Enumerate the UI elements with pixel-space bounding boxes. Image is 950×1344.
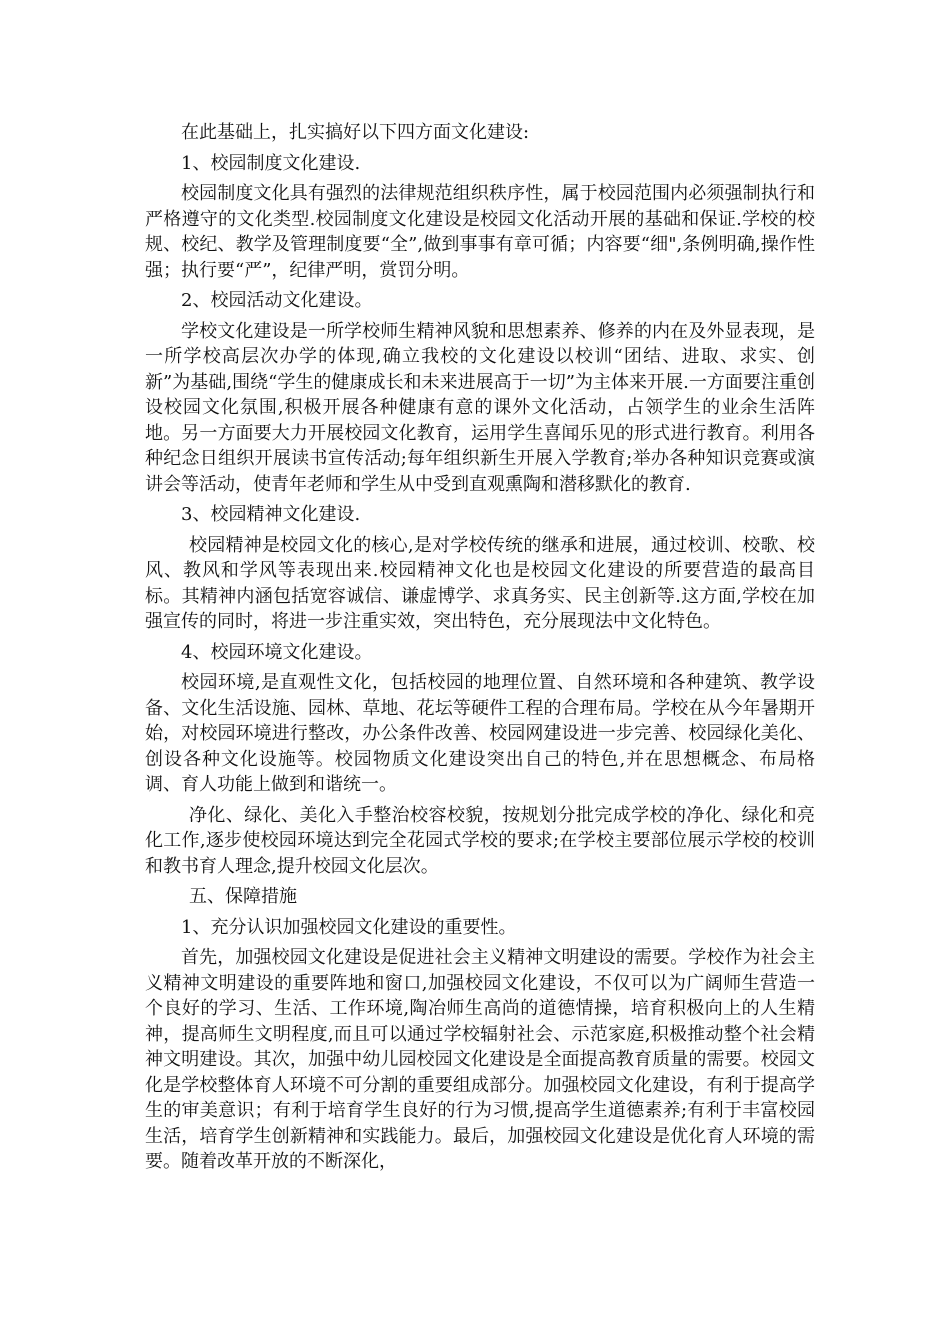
section-1-paragraph: 校园制度文化具有强烈的法律规范组织秩序性，属于校园范围内必须强制执行和严格遵守的文化类型.校园制度文化建设是校园文化活动开展的基础和保证.学校的校规、校纪、教学及管理制度要“全”,做到事事有章可循；内容要“细",条例明确,操作性强；执行要“严”，纪律严明，赏罚分明。 (145, 183, 815, 281)
section-4-paragraph-2: 净化、绿化、美化入手整治校容校貌，按规划分批完成学校的净化、绿化和亮化工作,逐步使校园环境达到完全花园式学校的要求;在学校主要部位展示学校的校训和教书育人理念,提升校园文化层次。 (145, 804, 815, 877)
intro-line: 在此基础上，扎实搞好以下四方面文化建设: (181, 122, 530, 143)
section-2-heading: 2、校园活动文化建设。 (181, 290, 373, 311)
section-1-heading: 1、校园制度文化建设. (181, 152, 361, 174)
section-4-heading: 4、校园环境文化建设。 (181, 641, 373, 663)
section-4-paragraph-1: 校园环境,是直观性文化，包括校园的地理位置、自然环境和各种建筑、教学设备、文化生活设施、园林、草地、花坛等硬件工程的合理布局。学校在从今年暑期开始，对校园环境进行整改，办公条件改善、校园网建设进一步完善、校园绿化美化、创设各种文化设施等。校园物质文化建设突出自己的特色,并在思想概念、布局格调、育人功能上做到和谐统一。 (145, 672, 815, 795)
section-5-subheading: 1、充分认识加强校园文化建设的重要性。 (181, 916, 517, 938)
section-3-paragraph: 校园精神是校园文化的核心,是对学校传统的继承和进展，通过校训、校歌、校风、教风和学风等表现出来.校园精神文化也是校园文化建设的所要营造的最高目标。其精神内涵包括宽容诚信、谦虚博学、求真务实、民主创新等.这方面,学校在加强宣传的同时，将进一步注重实效，突出特色，充分展现法中文化特色。 (145, 534, 815, 632)
section-3-heading: 3、校园精神文化建设. (181, 504, 361, 525)
section-5-paragraph: 首先，加强校园文化建设是促进社会主义精神文明建设的需要。学校作为社会主义精神文明建设的重要阵地和窗口,加强校园文化建设，不仅可以为广阔师生营造一个良好的学习、生活、工作环境,陶冶师生高尚的道德情操，培育积极向上的人生精神，提高师生文明程度,而且可以通过学校辐射社会、示范家庭,积极推动整个社会精神文明建设。其次，加强中幼儿园校园文化建设是全面提高教育质量的需要。校园文化是学校整体育人环境不可分割的重要组成部分。加强校园文化建设，有利于提高学生的审美意识；有利于培育学生良好的行为习惯,提高学生道德素养;有利于丰富校园生活，培育学生创新精神和实践能力。最后，加强校园文化建设是优化育人环境的需要。随着改革开放的不断深化， (145, 947, 815, 1172)
document-body (145, 120, 815, 1180)
section-5-heading: 五、保障措施 (189, 886, 297, 907)
section-2-paragraph: 学校文化建设是一所学校师生精神风貌和思想素养、修养的内在及外显表现，是一所学校高层次办学的体现,确立我校的文化建设以校训“团结、进取、求实、创新”为基础,围绕“学生的健康成长和未来进展高于一切”为主体来开展.一方面要注重创设校园文化氛围,积极开展各种健康有意的课外文化活动，占领学生的业余生活阵地。另一方面要大力开展校园文化教育，运用学生喜闻乐见的形式进行教育。利用各种纪念日组织开展读书宣传活动;每年组织新生开展入学教育;举办各种知识竞赛或演讲会等活动，使青年老师和学生从中受到直观熏陶和潜移默化的教育. (145, 320, 815, 495)
